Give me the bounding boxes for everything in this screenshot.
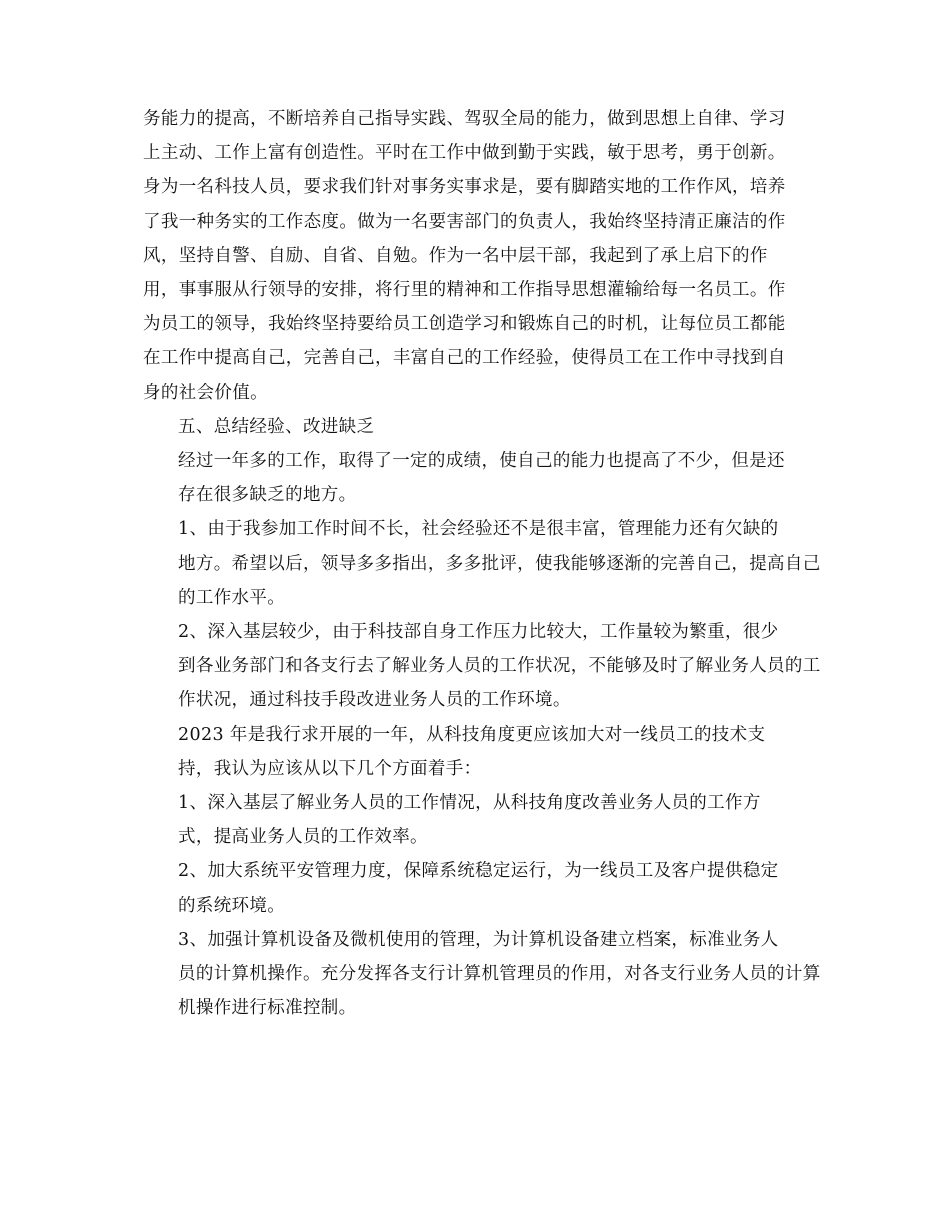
- paragraph: [143, 923, 823, 1026]
- text-line: 身的社会价值。: [143, 382, 268, 403]
- text-line: 的系统环境。: [178, 895, 286, 916]
- paragraph: [143, 718, 823, 786]
- text-line: 作状况，通过科技手段改进业务人员的工作环境。: [178, 690, 571, 711]
- paragraph: [143, 786, 823, 854]
- text-line: 用，事事服从行领导的安排，将行里的精神和工作指导思想灌输给每一名员工。作: [143, 280, 786, 301]
- text-line: 身为一名科技人员，要求我们针对事务实事求是，要有脚踏实地的工作作风，培养: [143, 177, 786, 198]
- text-line: 地方。希望以后，领导多多指出，多多批评，使我能够逐渐的完善自己，提高自己: [178, 553, 821, 574]
- text-line: 2023 年是我行求开展的一年，从科技角度更应该加大对一线员工的技术支: [178, 724, 766, 745]
- text-line: 五、总结经验、改进缺乏: [178, 416, 375, 437]
- text-line: 机操作进行标准控制。: [178, 998, 357, 1019]
- text-line: 3、加强计算机设备及微机使用的管理，为计算机设备建立档案，标准业务人: [178, 929, 779, 950]
- text-line: 员的计算机操作。充分发挥各支行计算机管理员的作用，对各支行业务人员的计算: [178, 964, 821, 985]
- text-line: 的工作水平。: [178, 587, 286, 608]
- text-line: 上主动、工作上富有创造性。平时在工作中做到勤于实践，敏于思考，勇于创新。: [143, 143, 786, 164]
- paragraph: [143, 512, 823, 615]
- document-body: [143, 102, 823, 1025]
- paragraph: [143, 444, 823, 512]
- paragraph: [143, 615, 823, 718]
- text-line: 1、深入基层了解业务人员的工作情况，从科技角度改善业务人员的工作方: [178, 793, 761, 814]
- text-line: 2、加大系统平安管理力度，保障系统稳定运行，为一线员工及客户提供稳定: [178, 861, 779, 882]
- text-line: 存在很多缺乏的地方。: [178, 485, 357, 506]
- text-line: 务能力的提高，不断培养自己指导实践、驾驭全局的能力，做到思想上自律、学习: [143, 109, 786, 129]
- paragraph: [143, 854, 823, 922]
- text-line: 在工作中提高自己，完善自己，丰富自己的工作经验，使得员工在工作中寻找到自: [143, 348, 786, 369]
- text-line: 风，坚持自警、自励、自省、自勉。作为一名中层干部，我起到了承上启下的作: [143, 245, 768, 266]
- text-line: 到各业务部门和各支行去了解业务人员的工作状况，不能够及时了解业务人员的工: [178, 656, 821, 677]
- text-line: 1、由于我参加工作时间不长，社会经验还不是很丰富，管理能力还有欠缺的: [178, 519, 779, 540]
- text-line: 为员工的领导，我始终坚持要给员工创造学习和锻炼自己的时机，让每位员工都能: [143, 314, 786, 335]
- paragraph: [143, 410, 823, 444]
- text-line: 2、深入基层较少，由于科技部自身工作压力比较大，工作量较为繁重，很少: [178, 622, 779, 643]
- text-line: 式，提高业务人员的工作效率。: [178, 827, 428, 848]
- text-line: 了我一种务实的工作态度。做为一名要害部门的负责人，我始终坚持清正廉洁的作: [143, 211, 786, 232]
- paragraph: [143, 102, 823, 410]
- text-line: 持，我认为应该从以下几个方面着手：: [178, 758, 482, 779]
- text-line: 经过一年多的工作，取得了一定的成绩，使自己的能力也提高了不少，但是还: [178, 451, 785, 472]
